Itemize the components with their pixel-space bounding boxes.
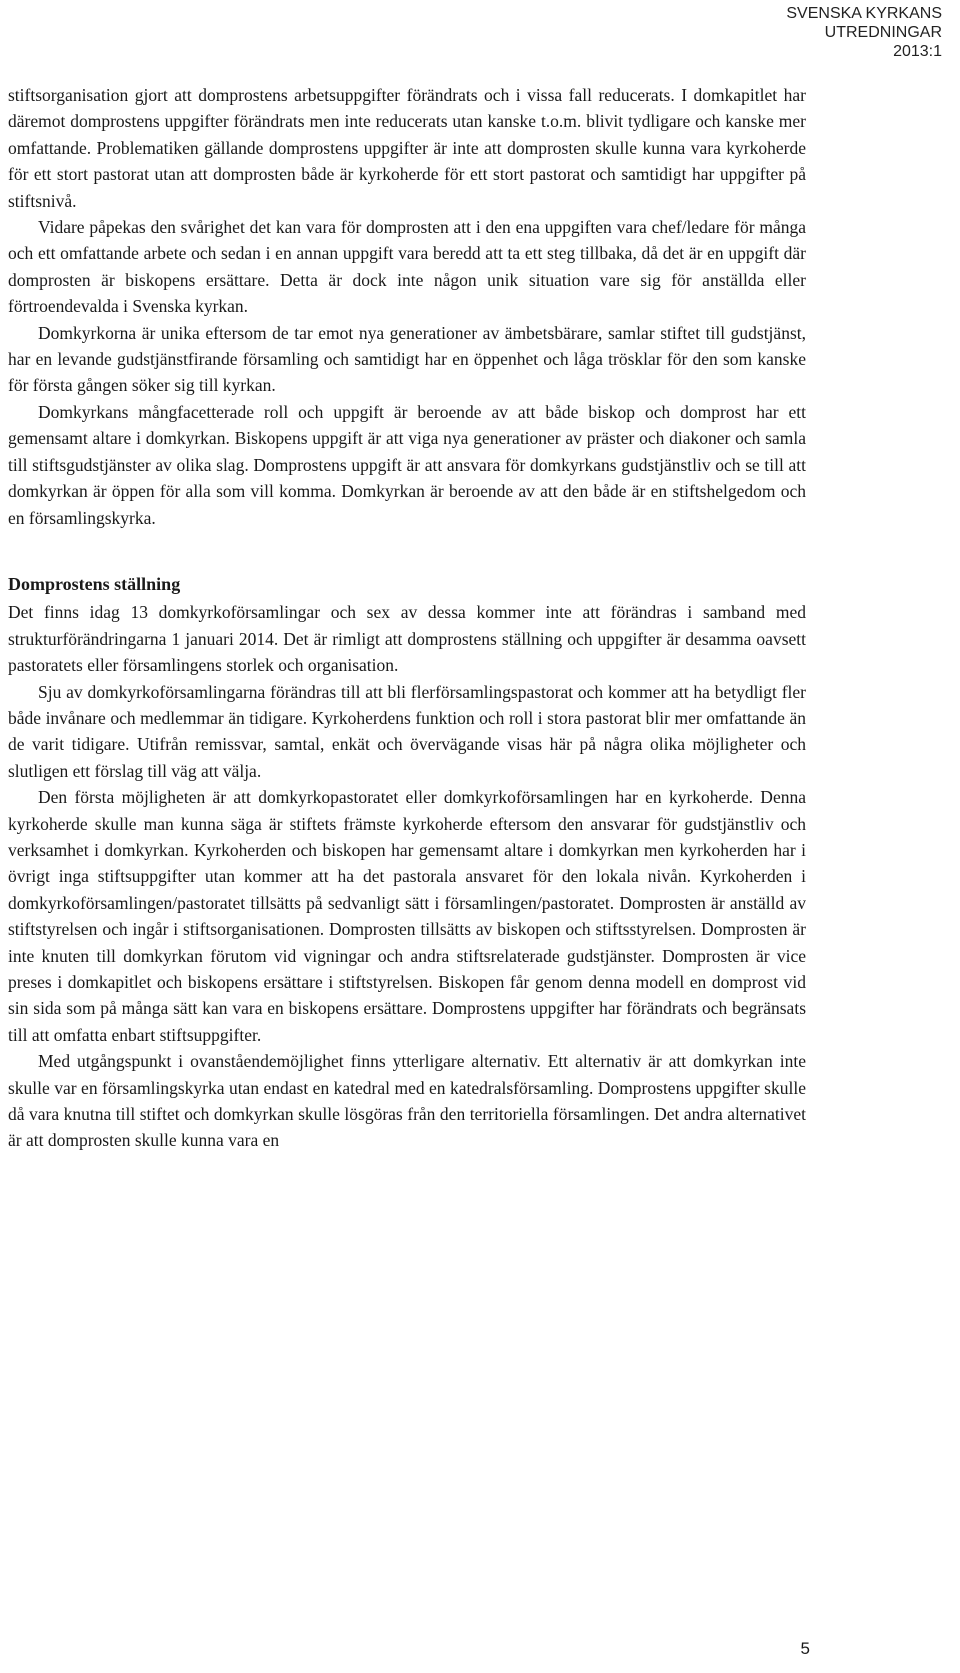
- paragraph: Domkyrkans mångfacetterade roll och uppgift är beroende av att både biskop och domprost har ett gemensamt altare i domkyrkan. Biskopens uppgift är att viga nya generationer av präster och diakoner och samla till stiftsgudstjänster av olika slag. Domprostens uppgift är att ansvara för domkyrkans gudstjänstliv och se till att domkyrkan är öppen för alla som vill komma. Domkyrkan är beroende av att den både är en stiftshelgedom och en församlingskyrka.: [8, 401, 806, 528]
- paragraph: Vidare påpekas den svårighet det kan vara för domprosten att i den ena uppgiften vara chef/ledare för många och ett omfattande arbete och sedan i en annan uppgift vara beredd att ta ett steg tillbaka, då det är en uppgift där domprosten är biskopens ersättare. Detta är dock inte någon unik situation vare sig för anställda eller förtroendevalda i Svenska kyrkan.: [8, 217, 806, 317]
- running-header: [786, 4, 942, 61]
- paragraph: Den första möjligheten är att domkyrkopastoratet eller domkyrkoförsamlingen har en kyrkoherde. Denna kyrkoherde skulle man kunna säga är stiftets främste kyrkoherde eftersom den ansvarar för gudstjänstliv och verksamhet i domkyrkan. Kyrkoherden och biskopen har gemensamt altare i domkyrkan men kyrkoherden har i övrigt inga stiftsuppgifter utan kommer att ha det pastorala ansvaret för den lokala nivån. Kyrkoherden i domkyrkoförsamlingen/pastoratet tillsätts på sedvanligt sätt i församlingen/pastoratet. Domprosten är anställd av stiftstyrelsen och ingår i stiftsorganisationen. Domprosten tillsätts av biskopen och stiftsstyrelsen. Domprosten är inte knuten till domkyrkan förutom vid vigningar och andra stiftsrelaterade gudstjänster. Domprosten är vice preses i domkapitlet och biskopens ersättare i stiftstyrelsen. Biskopen får genom denna modell en domprost vid sin sida som på många sätt kan vara en biskopens ersättare. Domprostens uppgifter har förändrats och begränsats till att omfatta enbart stiftsuppgifter.: [8, 787, 806, 1045]
- paragraph: Sju av domkyrkoförsamlingarna förändras till att bli flerförsamlingspastorat och kommer att ha betydligt fler både invånare och medlemmar än tidigare. Kyrkoherdens funktion och roll i stora pastorat blir mer omfattande än de varit tidigare. Utifrån remissvar, samtal, enkät och övervägande visas här på några olika möjligheter och slutligen ett förslag till väg att välja.: [8, 681, 806, 781]
- header-series: UTREDNINGAR: [824, 24, 942, 41]
- header-publisher: SVENSKA KYRKANS: [786, 5, 942, 22]
- paragraph: Domkyrkorna är unika eftersom de tar emot nya generationer av ämbetsbärare, samlar stiftet till gudstjänst, har en levande gudstjänstfirande församling och samtidigt har en öppenhet och låga trösklar för den som kanske för första gången söker sig till kyrkan.: [8, 322, 806, 396]
- paragraph: Det finns idag 13 domkyrkoförsamlingar och sex av dessa kommer inte att förändras i samband med strukturförändringarna 1 januari 2014. Det är rimligt att domprostens ställning och uppgifter är desamma oavsett pastoratets eller församlingens storlek och organisation.: [8, 602, 806, 676]
- page-number: 5: [800, 1639, 810, 1658]
- page-body: [8, 82, 806, 1154]
- header-issue: 2013:1: [893, 43, 942, 60]
- paragraph: stiftsorganisation gjort att domprostens arbetsuppgifter förändrats och i vissa fall reducerats. I domkapitlet har däremot domprostens uppgifter förändrats men inte reducerats utan kanske t.o.m. blivit tydligare och kanske mer omfattande. Problematiken gällande domprostens uppgifter är inte att domprosten skulle kunna vara kyrkoherde för ett stort pastorat utan att domprosten både är kyrkoherde för ett stort pastorat och samtidigt har uppgifter på stiftsnivå.: [8, 85, 806, 211]
- section-heading: Domprostens ställning: [8, 573, 181, 594]
- paragraph: Med utgångspunkt i ovanståendemöjlighet finns ytterligare alternativ. Ett alternativ är att domkyrkan inte skulle var en församlingskyrka utan endast en katedral med en katedralsförsamling. Domprostens uppgifter skulle då vara knutna till stiftet och domkyrkan skulle lösgöras från den territoriella församlingen. Det andra alternativet är att domprosten skulle kunna vara en: [8, 1051, 806, 1151]
